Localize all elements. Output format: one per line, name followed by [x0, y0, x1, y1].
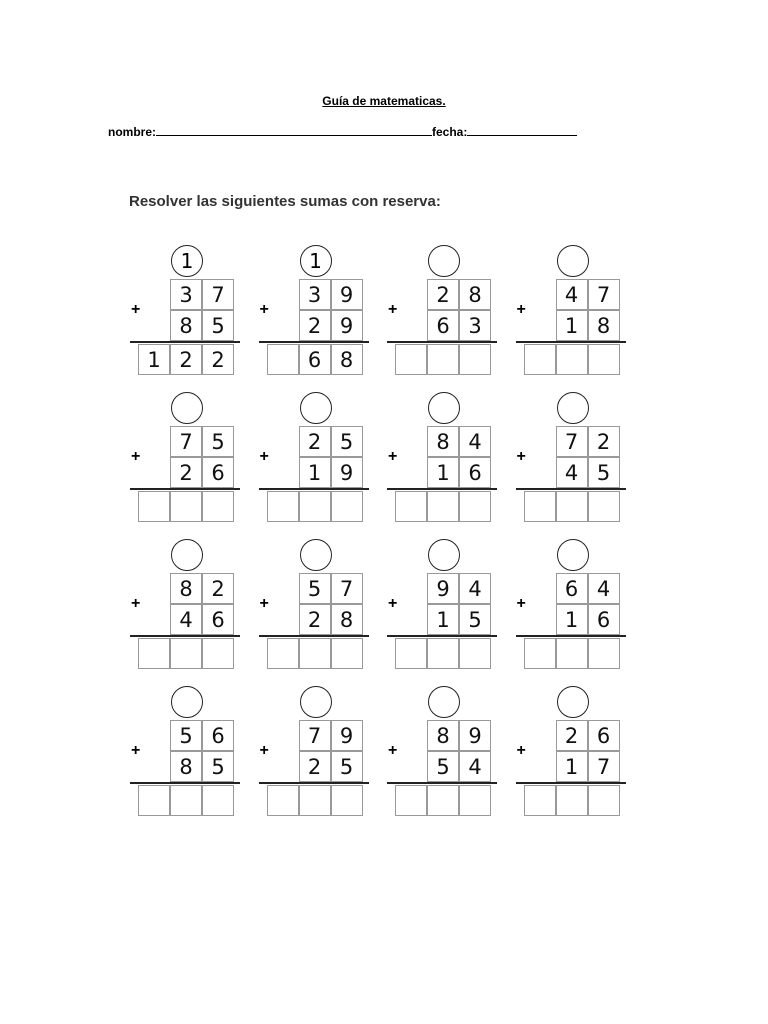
carry-circle[interactable] [171, 539, 203, 571]
top-digit: 7 [202, 279, 234, 310]
answer-box[interactable] [299, 491, 331, 522]
carry-circle[interactable] [428, 392, 460, 424]
answer-box[interactable] [299, 785, 331, 816]
sum-line [387, 341, 497, 343]
bottom-digit: 2 [170, 457, 202, 488]
plus-sign: + [388, 301, 398, 318]
answer-box[interactable] [588, 638, 620, 669]
addition-problem [128, 389, 256, 529]
bottom-digit: 8 [170, 310, 202, 341]
addition-problem [514, 242, 642, 382]
answer-box[interactable] [459, 638, 491, 669]
bottom-digit: 5 [588, 457, 620, 488]
answer-box[interactable] [427, 344, 459, 375]
top-digit: 4 [459, 426, 491, 457]
top-digit: 7 [299, 720, 331, 751]
answer-box[interactable] [395, 491, 427, 522]
answer-box[interactable] [556, 491, 588, 522]
bottom-digit: 1 [556, 310, 588, 341]
carry-circle[interactable] [428, 686, 460, 718]
bottom-digit: 4 [459, 751, 491, 782]
addition-problem [385, 389, 513, 529]
addition-problem [514, 389, 642, 529]
sum-line [387, 635, 497, 637]
carry-circle[interactable] [300, 686, 332, 718]
answer-box[interactable] [427, 491, 459, 522]
answer-box[interactable] [138, 785, 170, 816]
addition-problem [514, 536, 642, 676]
answer-box[interactable] [170, 491, 202, 522]
plus-sign: + [259, 742, 269, 759]
plus-sign: + [388, 448, 398, 465]
top-digit: 3 [299, 279, 331, 310]
sum-line [130, 782, 240, 784]
addition-problem [257, 683, 385, 823]
top-digit: 9 [331, 720, 363, 751]
addition-problem [385, 536, 513, 676]
answer-box[interactable] [459, 491, 491, 522]
answer-box[interactable] [138, 491, 170, 522]
bottom-digit: 1 [556, 604, 588, 635]
addition-problem [128, 536, 256, 676]
answer-box[interactable] [170, 638, 202, 669]
bottom-digit: 2 [299, 751, 331, 782]
sum-line [516, 782, 626, 784]
carry-circle[interactable] [557, 686, 589, 718]
answer-box[interactable] [170, 785, 202, 816]
name-label: nombre: [108, 125, 156, 139]
answer-box[interactable] [331, 491, 363, 522]
sum-line [516, 488, 626, 490]
instruction-text: Resolver las siguientes sumas con reserva: [129, 193, 441, 210]
plus-sign: + [131, 595, 141, 612]
top-digit: 2 [588, 426, 620, 457]
answer-box[interactable] [524, 785, 556, 816]
sum-line [387, 782, 497, 784]
answer-box[interactable] [267, 638, 299, 669]
top-digit: 8 [427, 426, 459, 457]
carry-circle[interactable]: 1 [300, 245, 332, 277]
bottom-digit: 9 [331, 310, 363, 341]
top-digit: 7 [556, 426, 588, 457]
sum-line [516, 635, 626, 637]
date-label: fecha: [432, 125, 468, 139]
carry-circle[interactable] [557, 539, 589, 571]
addition-problem [257, 389, 385, 529]
carry-circle[interactable] [428, 245, 460, 277]
top-digit: 4 [556, 279, 588, 310]
carry-circle[interactable]: 1 [171, 245, 203, 277]
answer-box[interactable]: 2 [202, 344, 234, 375]
top-digit: 9 [427, 573, 459, 604]
sum-line [387, 488, 497, 490]
answer-box[interactable] [524, 638, 556, 669]
top-digit: 6 [556, 573, 588, 604]
answer-box[interactable] [138, 638, 170, 669]
answer-box[interactable] [524, 491, 556, 522]
plus-sign: + [259, 448, 269, 465]
top-digit: 7 [588, 279, 620, 310]
top-digit: 5 [331, 426, 363, 457]
answer-box[interactable] [459, 785, 491, 816]
sum-line [259, 341, 369, 343]
bottom-digit: 4 [556, 457, 588, 488]
answer-box[interactable] [395, 344, 427, 375]
bottom-digit: 4 [170, 604, 202, 635]
answer-box[interactable] [267, 491, 299, 522]
top-digit: 2 [299, 426, 331, 457]
bottom-digit: 2 [299, 310, 331, 341]
answer-box[interactable] [588, 344, 620, 375]
answer-box[interactable] [331, 785, 363, 816]
header-fields [108, 123, 577, 139]
answer-box[interactable] [427, 638, 459, 669]
plus-sign: + [516, 742, 526, 759]
bottom-digit: 5 [459, 604, 491, 635]
top-digit: 8 [427, 720, 459, 751]
bottom-digit: 8 [588, 310, 620, 341]
top-digit: 9 [459, 720, 491, 751]
top-digit: 2 [202, 573, 234, 604]
carry-circle[interactable] [557, 245, 589, 277]
bottom-digit: 1 [427, 604, 459, 635]
answer-box[interactable] [267, 344, 299, 375]
bottom-digit: 5 [202, 310, 234, 341]
answer-box[interactable] [556, 638, 588, 669]
top-digit: 6 [202, 720, 234, 751]
date-line [467, 123, 577, 136]
plus-sign: + [259, 301, 269, 318]
sum-line [516, 341, 626, 343]
sum-line [259, 782, 369, 784]
top-digit: 3 [170, 279, 202, 310]
answer-box[interactable] [267, 785, 299, 816]
answer-box[interactable] [299, 638, 331, 669]
carry-circle[interactable] [428, 539, 460, 571]
addition-problem [514, 683, 642, 823]
top-digit: 4 [459, 573, 491, 604]
bottom-digit: 1 [299, 457, 331, 488]
top-digit: 9 [331, 279, 363, 310]
bottom-digit: 6 [427, 310, 459, 341]
bottom-digit: 7 [588, 751, 620, 782]
answer-box[interactable]: 2 [170, 344, 202, 375]
sum-line [130, 341, 240, 343]
carry-circle[interactable] [300, 392, 332, 424]
plus-sign: + [131, 448, 141, 465]
bottom-digit: 6 [588, 604, 620, 635]
answer-box[interactable] [459, 344, 491, 375]
bottom-digit: 1 [556, 751, 588, 782]
top-digit: 8 [170, 573, 202, 604]
page-title: Guía de matematicas. [322, 94, 446, 108]
bottom-digit: 3 [459, 310, 491, 341]
top-digit: 2 [427, 279, 459, 310]
addition-problem [385, 242, 513, 382]
answer-box[interactable] [427, 785, 459, 816]
plus-sign: + [131, 301, 141, 318]
answer-box[interactable] [202, 491, 234, 522]
answer-box[interactable] [556, 344, 588, 375]
problems-grid [128, 242, 642, 830]
carry-circle[interactable] [171, 686, 203, 718]
plus-sign: + [388, 742, 398, 759]
answer-box[interactable] [556, 785, 588, 816]
bottom-digit: 5 [202, 751, 234, 782]
answer-box[interactable] [588, 785, 620, 816]
addition-problem [257, 536, 385, 676]
answer-box[interactable] [202, 785, 234, 816]
top-digit: 8 [459, 279, 491, 310]
sum-line [130, 488, 240, 490]
answer-box[interactable] [395, 785, 427, 816]
bottom-digit: 8 [331, 604, 363, 635]
plus-sign: + [516, 448, 526, 465]
plus-sign: + [259, 595, 269, 612]
top-digit: 7 [170, 426, 202, 457]
addition-problem [128, 683, 256, 823]
sum-line [259, 488, 369, 490]
top-digit: 6 [588, 720, 620, 751]
plus-sign: + [516, 301, 526, 318]
carry-circle[interactable] [557, 392, 589, 424]
bottom-digit: 5 [331, 751, 363, 782]
carry-circle[interactable] [300, 539, 332, 571]
answer-box[interactable]: 1 [138, 344, 170, 375]
answer-box[interactable]: 8 [331, 344, 363, 375]
answer-box[interactable] [331, 638, 363, 669]
top-digit: 5 [202, 426, 234, 457]
answer-box[interactable]: 6 [299, 344, 331, 375]
answer-box[interactable] [588, 491, 620, 522]
answer-box[interactable] [202, 638, 234, 669]
top-digit: 4 [588, 573, 620, 604]
bottom-digit: 1 [427, 457, 459, 488]
addition-problem [257, 242, 385, 382]
addition-problem [385, 683, 513, 823]
bottom-digit: 5 [427, 751, 459, 782]
plus-sign: + [388, 595, 398, 612]
answer-box[interactable] [524, 344, 556, 375]
bottom-digit: 2 [299, 604, 331, 635]
top-digit: 5 [170, 720, 202, 751]
plus-sign: + [131, 742, 141, 759]
sum-line [130, 635, 240, 637]
top-digit: 5 [299, 573, 331, 604]
bottom-digit: 8 [170, 751, 202, 782]
top-digit: 2 [556, 720, 588, 751]
bottom-digit: 6 [202, 604, 234, 635]
bottom-digit: 6 [202, 457, 234, 488]
addition-problem [128, 242, 256, 382]
sum-line [259, 635, 369, 637]
plus-sign: + [516, 595, 526, 612]
answer-box[interactable] [395, 638, 427, 669]
bottom-digit: 6 [459, 457, 491, 488]
carry-circle[interactable] [171, 392, 203, 424]
bottom-digit: 9 [331, 457, 363, 488]
name-line [156, 123, 432, 136]
top-digit: 7 [331, 573, 363, 604]
